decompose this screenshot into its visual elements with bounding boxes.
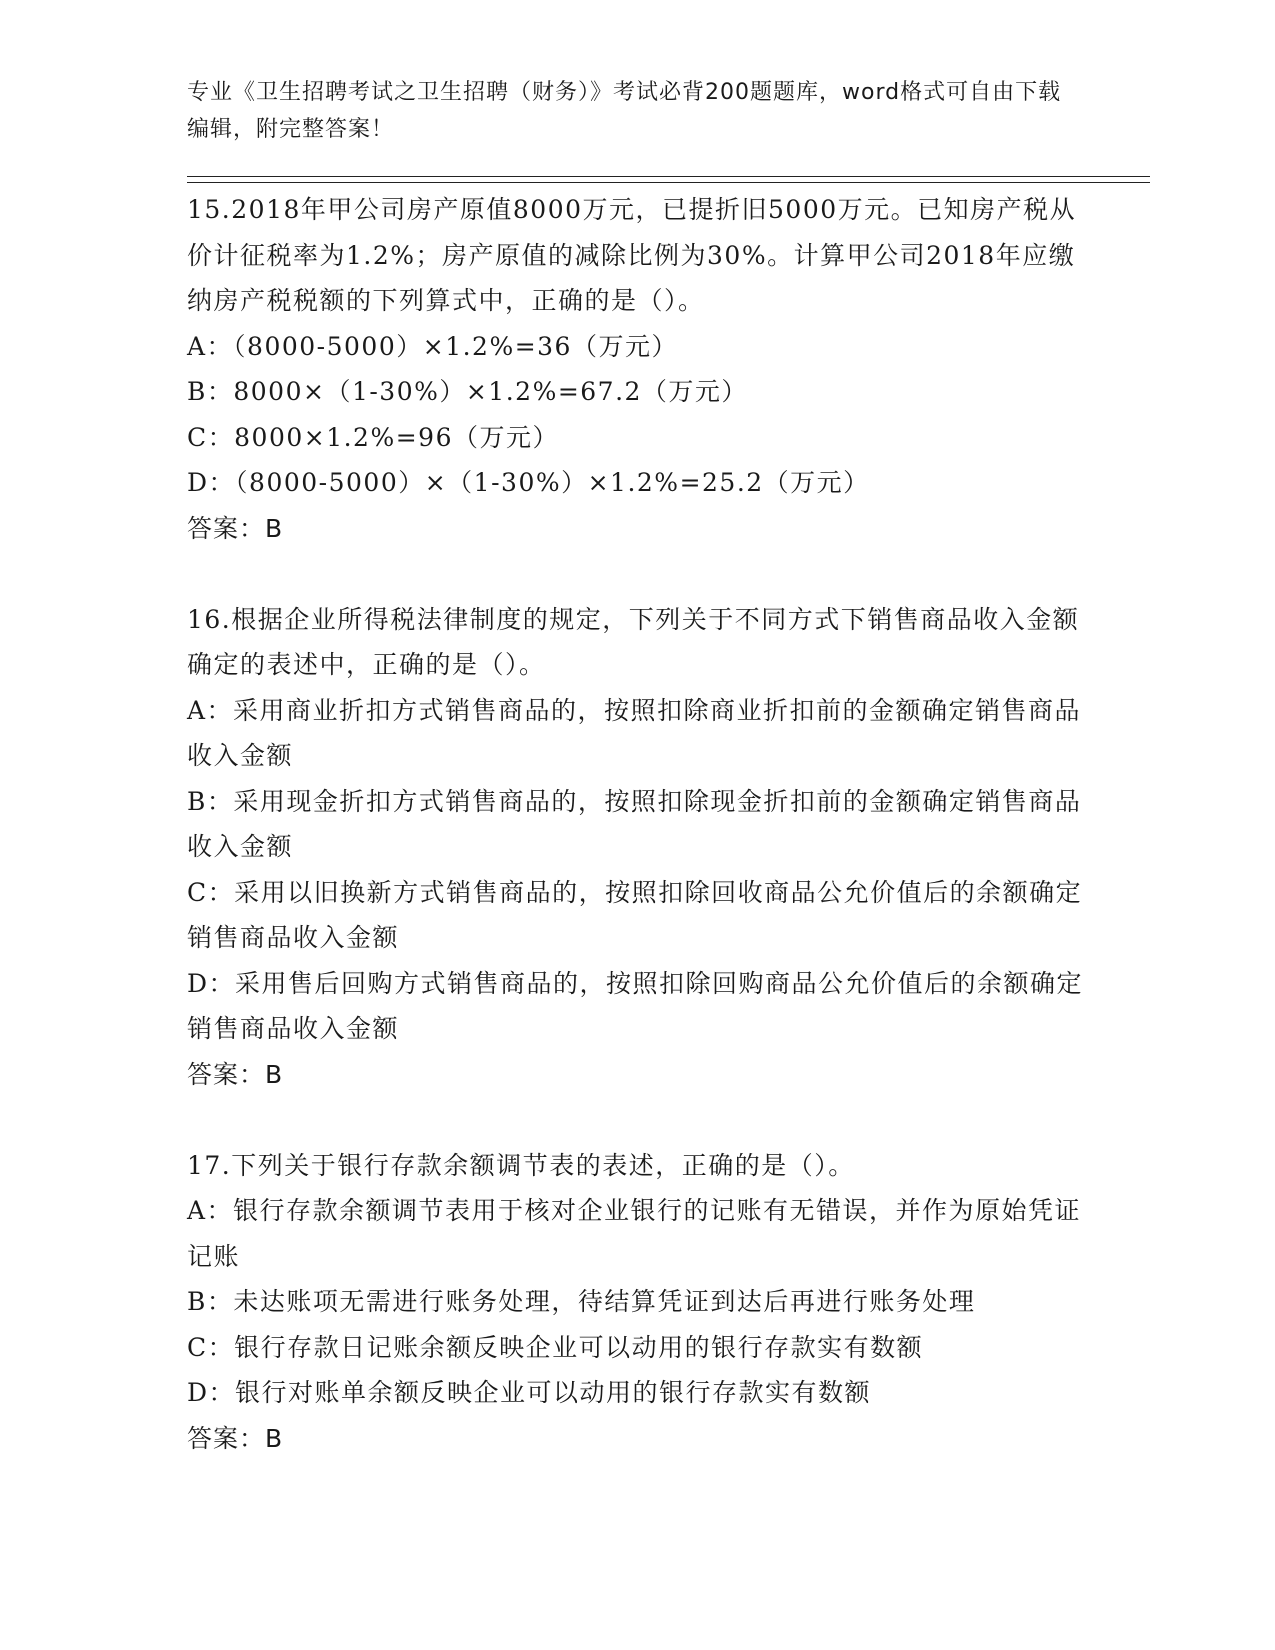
header-divider-top bbox=[187, 176, 1150, 177]
spacer bbox=[187, 551, 1087, 597]
question-17 bbox=[187, 1143, 1087, 1462]
answer: 答案：B bbox=[187, 513, 284, 543]
question-stem: 17.下列关于银行存款余额调节表的表述，正确的是（）。 bbox=[187, 1150, 855, 1180]
option-c: C：8000×1.2%=96（万元） bbox=[187, 422, 559, 452]
question-stem: 15.2018年甲公司房产原值8000万元，已提折旧5000万元。已知房产税从价计征税率为1.2%；房产原值的减除比例为30%。计算甲公司2018年应缴纳房产税税额的下列算式中，正确的是（）。 bbox=[187, 195, 1077, 315]
question-list bbox=[187, 187, 1087, 1461]
option-d: D：（8000-5000）×（1-30%）×1.2%=25.2（万元） bbox=[187, 468, 870, 497]
option-b: B：8000×（1-30%）×1.2%=67.2（万元） bbox=[187, 377, 748, 406]
option-c: C：银行存款日记账余额反映企业可以动用的银行存款实有数额 bbox=[187, 1332, 924, 1362]
option-b: B：未达账项无需进行账务处理，待结算凭证到达后再进行账务处理 bbox=[187, 1287, 976, 1316]
option-a: A：（8000-5000）×1.2%=36（万元） bbox=[187, 331, 678, 361]
answer: 答案：B bbox=[187, 1059, 284, 1089]
option-a: A：采用商业折扣方式销售商品的，按照扣除商业折扣前的金额确定销售商品收入金额 bbox=[187, 695, 1082, 770]
option-b: B：采用现金折扣方式销售商品的，按照扣除现金折扣前的金额确定销售商品收入金额 bbox=[187, 786, 1082, 861]
header-divider-bottom bbox=[187, 182, 1150, 183]
question-stem: 16.根据企业所得税法律制度的规定，下列关于不同方式下销售商品收入金额确定的表述中，正确的是（）。 bbox=[187, 604, 1080, 679]
spacer bbox=[187, 1097, 1087, 1143]
answer: 答案：B bbox=[187, 1423, 284, 1453]
option-d: D：银行对账单余额反映企业可以动用的银行存款实有数额 bbox=[187, 1378, 872, 1407]
option-d: D：采用售后回购方式销售商品的，按照扣除回购商品公允价值后的余额确定销售商品收入金额 bbox=[187, 968, 1084, 1043]
question-15 bbox=[187, 187, 1087, 551]
option-c: C：采用以旧换新方式销售商品的，按照扣除回收商品公允价值后的余额确定销售商品收入金额 bbox=[187, 877, 1083, 952]
document-header: 专业《卫生招聘考试之卫生招聘（财务）》考试必背200题题库，word格式可自由下载编辑，附完整答案！ bbox=[187, 80, 1062, 142]
question-16 bbox=[187, 597, 1087, 1098]
option-a: A：银行存款余额调节表用于核对企业银行的记账有无错误，并作为原始凭证记账 bbox=[187, 1196, 1082, 1271]
